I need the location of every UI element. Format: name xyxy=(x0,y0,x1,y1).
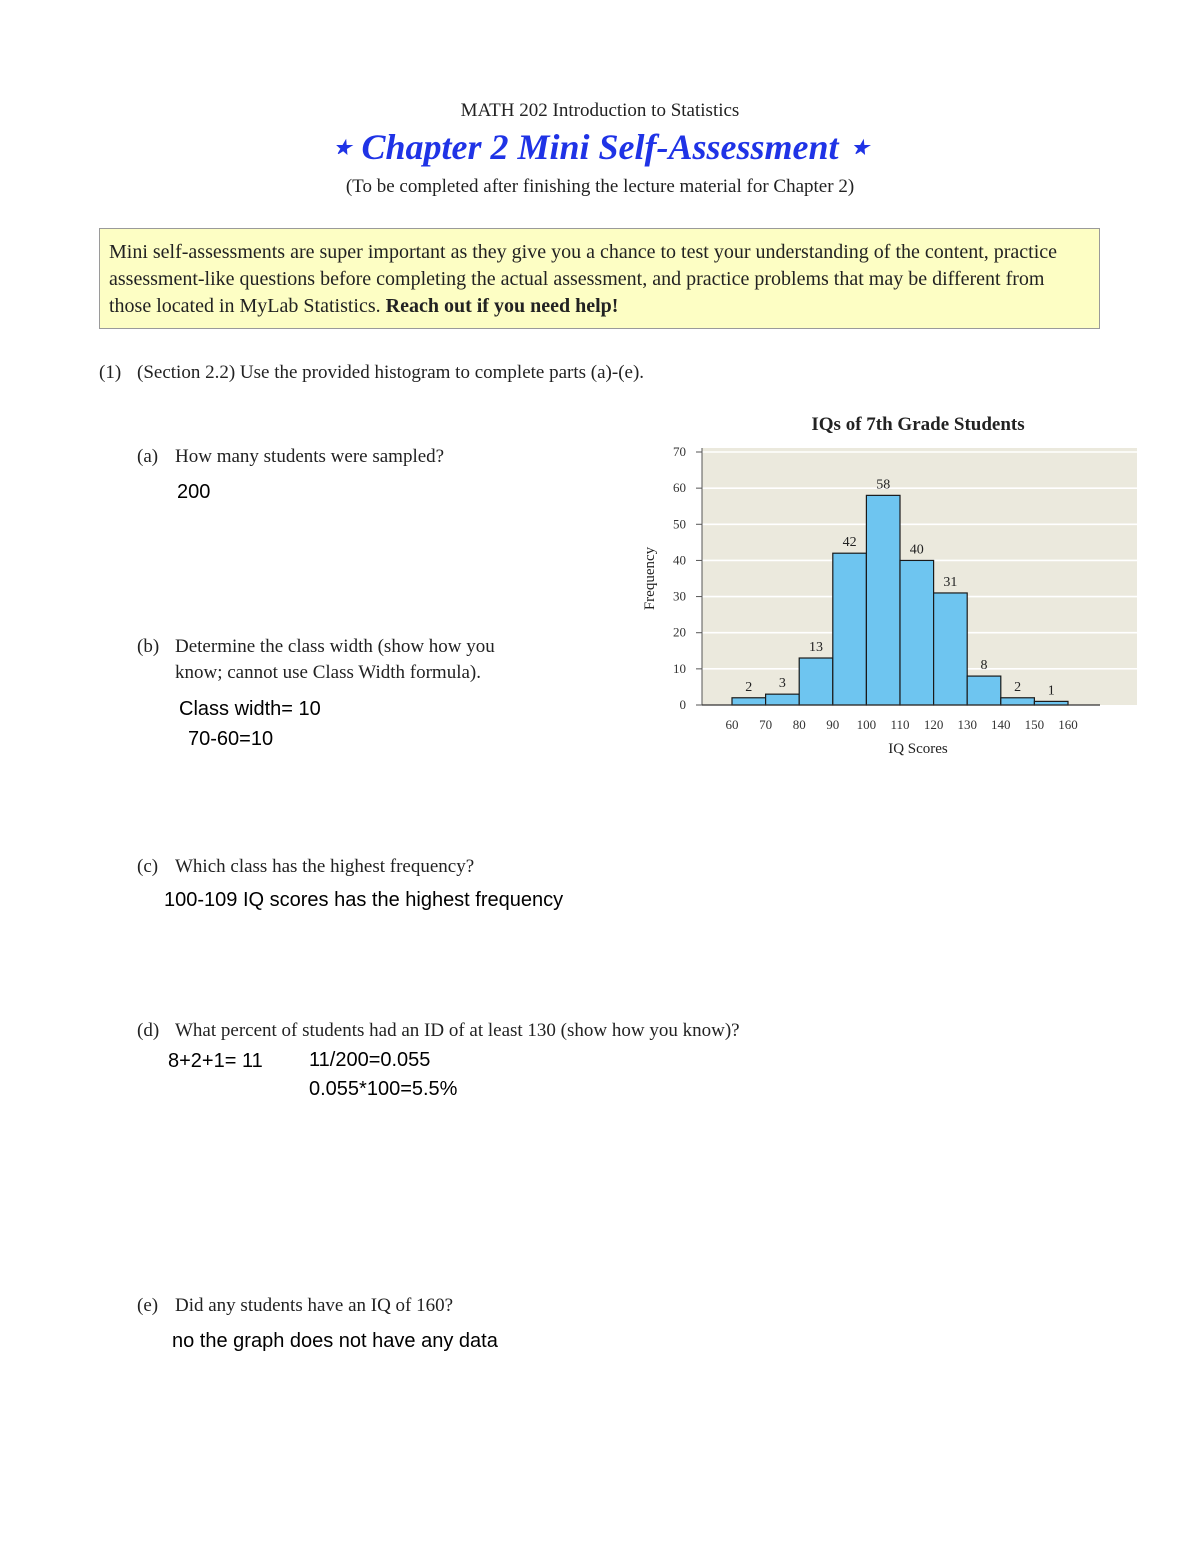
histogram-bar xyxy=(766,694,800,705)
part-e-label: (e) xyxy=(137,1295,159,1316)
part-a-label: (a) xyxy=(137,446,159,467)
y-tick-label: 40 xyxy=(673,552,686,568)
x-tick-label: 160 xyxy=(1058,717,1078,732)
info-emphasis: Reach out if you need help! xyxy=(385,295,619,317)
part-c-question: Which class has the highest frequency? xyxy=(175,856,475,877)
part-e-answer: no the graph does not have any data xyxy=(172,1330,498,1352)
y-tick-label: 70 xyxy=(673,444,686,459)
part-c-label: (c) xyxy=(137,856,159,877)
y-tick-label: 50 xyxy=(673,516,686,532)
y-tick-label: 20 xyxy=(673,624,686,640)
histogram-bar xyxy=(799,658,833,705)
histogram-bar xyxy=(1001,698,1035,705)
bar-value-label: 1 xyxy=(1047,683,1055,699)
bar-value-label: 3 xyxy=(778,676,786,692)
histogram-chart xyxy=(640,405,1160,775)
histogram-bar xyxy=(934,593,968,705)
histogram-bar xyxy=(900,560,934,705)
y-tick-label: 60 xyxy=(673,480,686,496)
bar-value-label: 42 xyxy=(842,535,857,551)
part-d-label: (d) xyxy=(137,1020,160,1041)
bar-value-label: 8 xyxy=(980,658,988,674)
x-tick-label: 60 xyxy=(725,717,739,732)
page-title: ⋆ Chapter 2 Mini Self-Assessment ⋆ xyxy=(329,127,871,167)
x-tick-label: 120 xyxy=(923,717,944,732)
bar-value-label: 13 xyxy=(809,640,823,656)
x-tick-label: 90 xyxy=(826,717,840,732)
part-b-question-line2: know; cannot use Class Width formula). xyxy=(175,662,482,683)
bar-value-label: 2 xyxy=(1014,679,1022,695)
part-a-question: How many students were sampled? xyxy=(175,446,445,467)
part-b-label: (b) xyxy=(137,636,160,657)
part-e-question: Did any students have an IQ of 160? xyxy=(175,1295,454,1316)
part-b-answer-line1: Class width= 10 xyxy=(179,698,321,720)
bar-value-label: 40 xyxy=(909,542,924,558)
part-d-answer-sum: 8+2+1= 11 xyxy=(168,1050,263,1072)
part-a-answer: 200 xyxy=(177,481,211,503)
x-tick-label: 80 xyxy=(792,717,806,732)
part-d-answer-line1: 11/200=0.055 xyxy=(309,1049,431,1071)
question-number: (1) xyxy=(99,362,122,383)
chart-x-axis-label: IQ Scores xyxy=(888,741,948,757)
info-box xyxy=(99,228,1100,329)
x-tick-label: 140 xyxy=(991,717,1011,732)
x-tick-label: 70 xyxy=(759,717,773,732)
x-tick-label: 130 xyxy=(957,717,977,732)
x-tick-label: 110 xyxy=(890,717,910,732)
y-tick-label: 0 xyxy=(679,697,686,712)
part-c-answer: 100-109 IQ scores has the highest frequency xyxy=(164,889,564,911)
x-tick-label: 150 xyxy=(1024,717,1045,732)
y-tick-label: 10 xyxy=(673,660,686,676)
part-b-answer-line2: 70-60=10 xyxy=(188,728,274,750)
info-text: Mini self-assessments are super important as they give you a chance to test your understanding of the content, practice assessment-like questions before completing the actual assessment, and practice problems that may be different from those located in MyLab Statistics. xyxy=(109,241,1058,317)
part-d-question: What percent of students had an ID of at least 130 (show how you know)? xyxy=(175,1020,740,1041)
histogram-bar xyxy=(833,553,867,705)
y-tick-label: 30 xyxy=(673,588,686,604)
bar-value-label: 2 xyxy=(745,679,753,695)
histogram-svg xyxy=(640,405,1160,775)
chart-title: IQs of 7th Grade Students xyxy=(811,414,1025,435)
page-subtitle: (To be completed after finishing the lecture material for Chapter 2) xyxy=(345,176,855,197)
histogram-bar xyxy=(967,676,1001,705)
course-title: MATH 202 Introduction to Statistics xyxy=(460,100,740,121)
part-b-question-line1: Determine the class width (show how you xyxy=(175,636,495,657)
x-tick-label: 100 xyxy=(856,717,877,732)
chart-y-axis-label: Frequency xyxy=(642,546,658,611)
histogram-bar xyxy=(732,698,766,705)
question-prompt: (Section 2.2) Use the provided histogram to complete parts (a)-(e). xyxy=(137,362,645,383)
part-d-answer-line2: 0.055*100=5.5% xyxy=(309,1078,458,1100)
histogram-bar xyxy=(866,495,900,705)
bar-value-label: 31 xyxy=(943,574,958,590)
bar-value-label: 58 xyxy=(876,477,891,493)
